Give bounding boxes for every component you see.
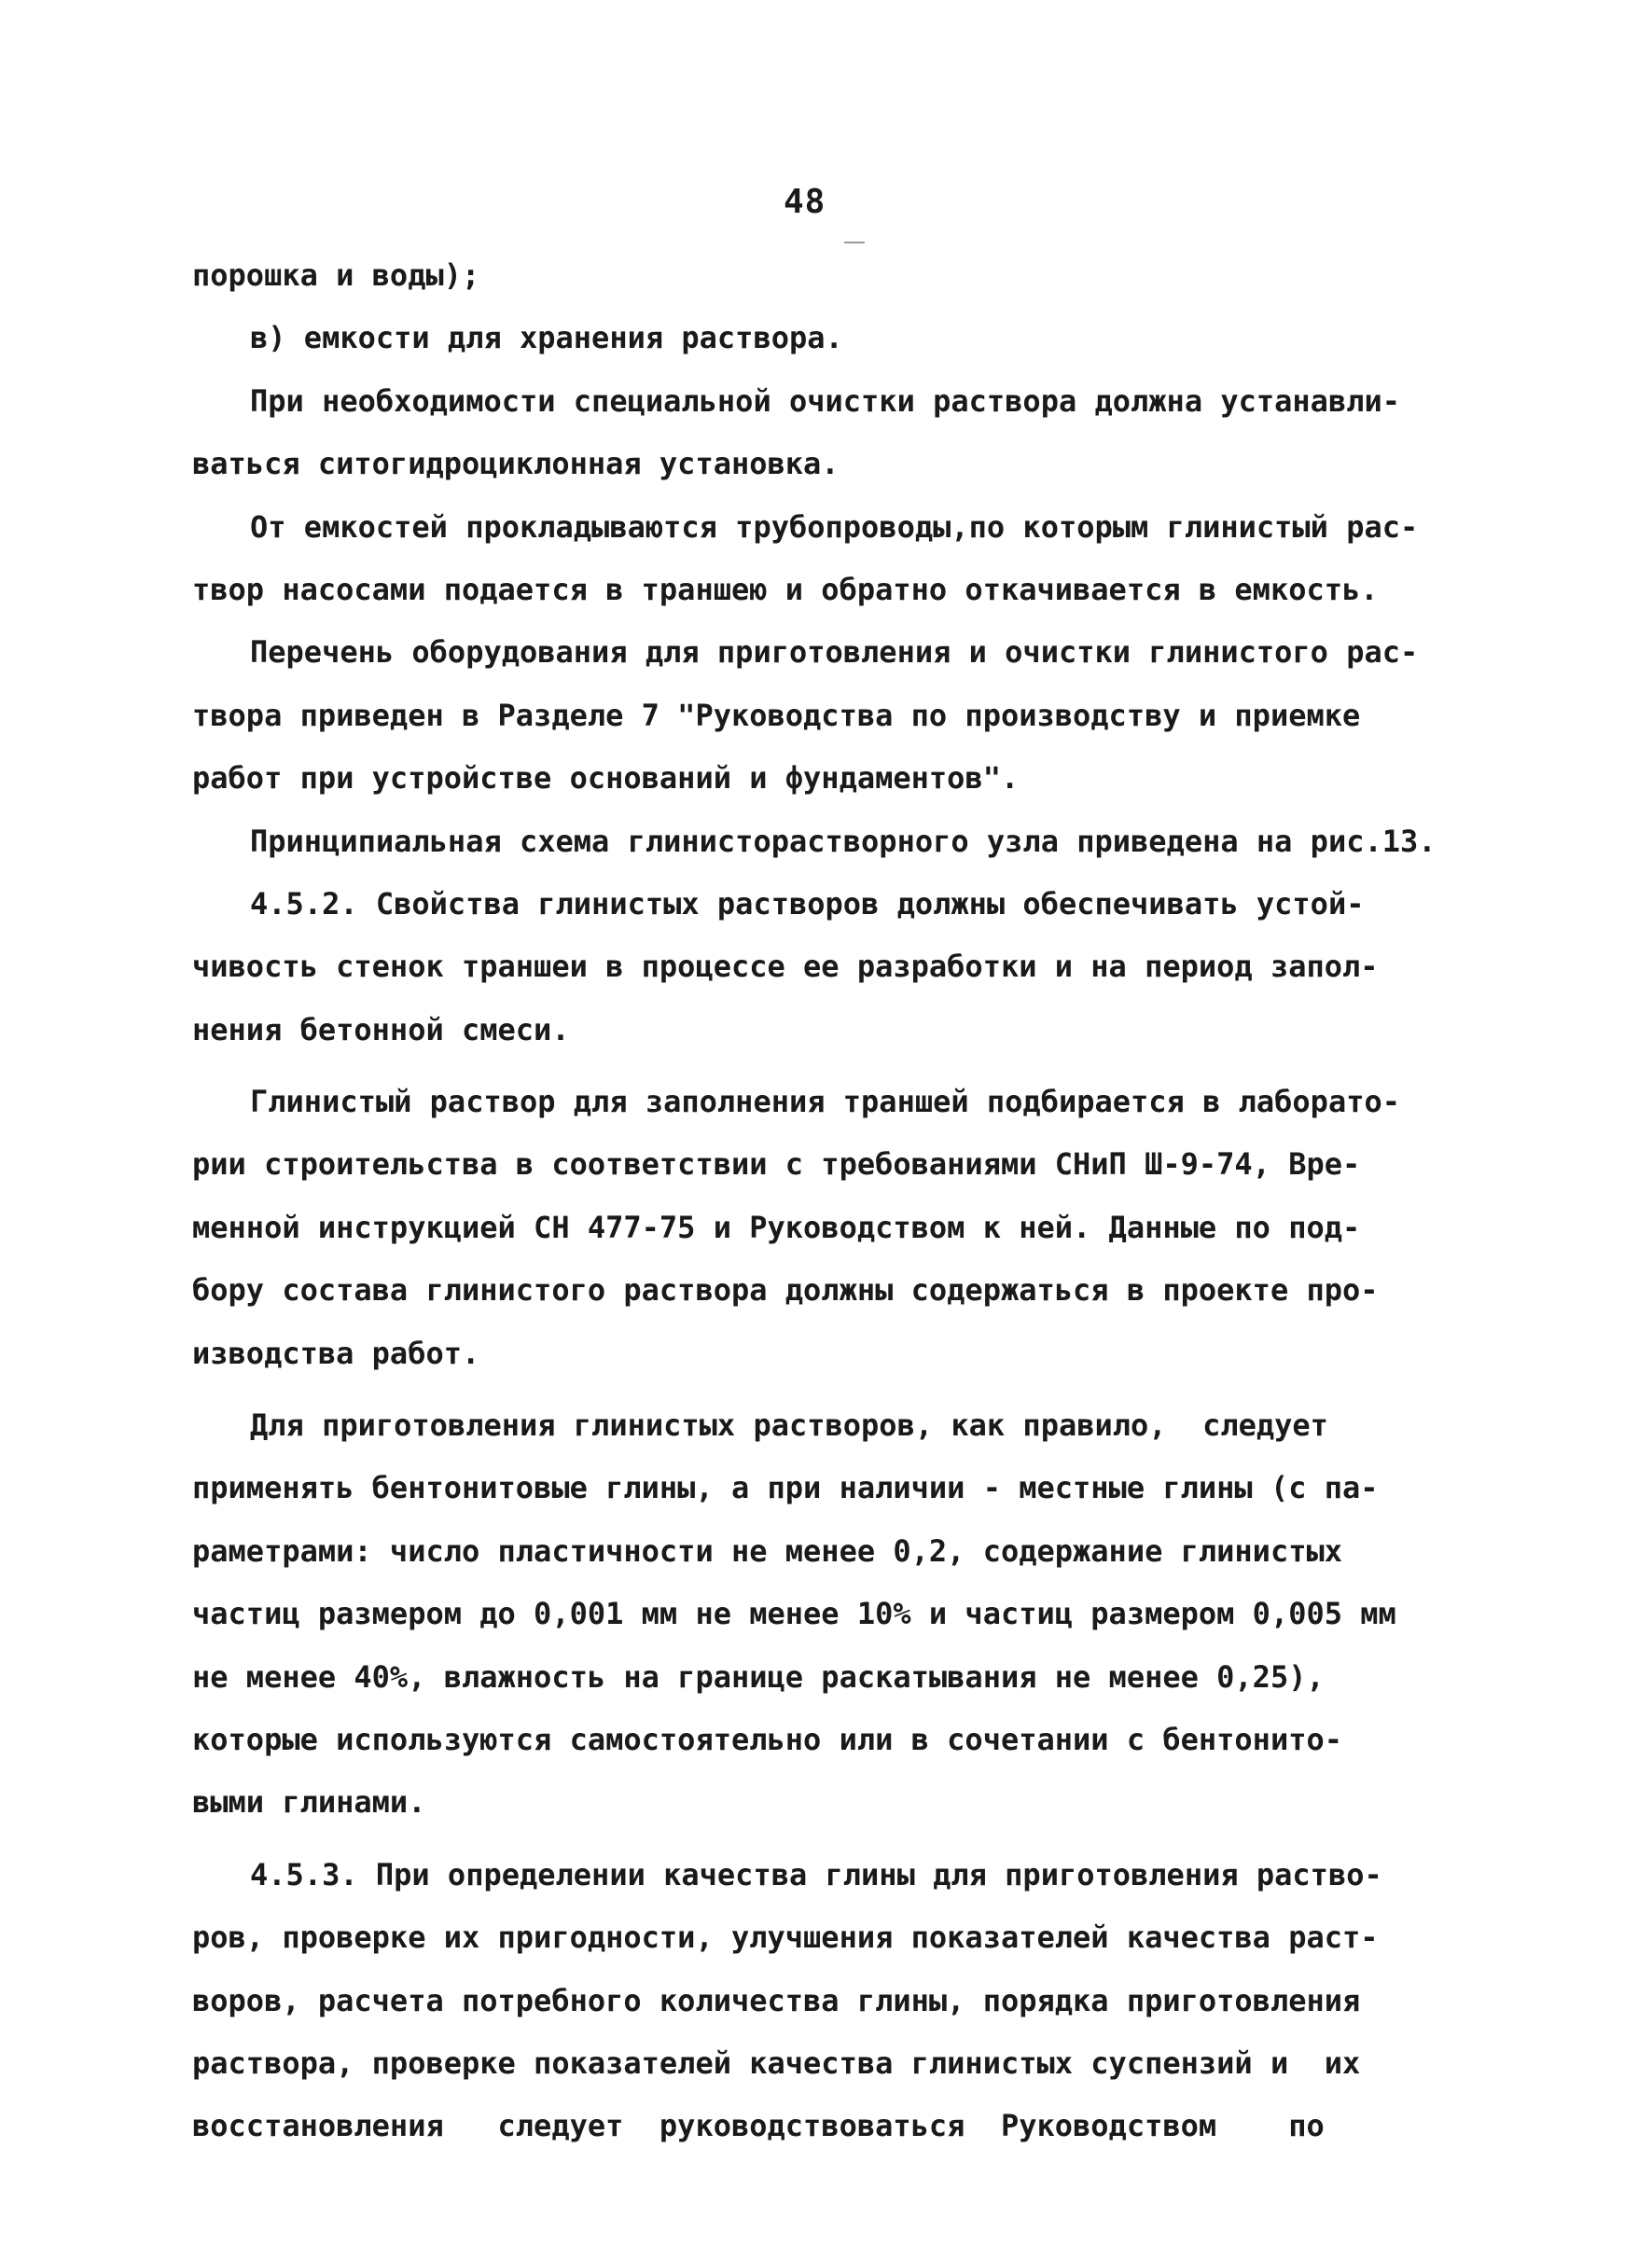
text-line: Принципиальная схема глинисторастворного узла приведена на рис.13. <box>250 823 1437 859</box>
text-line: Перечень оборудования для приготовления и очистки глинистого рас- <box>250 634 1419 671</box>
text-line: воров, расчета потребного количества глины, порядка приготовления <box>192 1982 1361 2018</box>
text-line: порошка и воды); <box>192 257 480 293</box>
text-line: 4.5.3. При определении качества глины для приготовления раство- <box>250 1856 1382 1892</box>
text-line: Для приготовления глинистых растворов, как правило, следует <box>250 1407 1328 1444</box>
page-number: 48 <box>784 183 826 221</box>
text-line: которые используются самостоятельно или в сочетании с бентонито- <box>192 1721 1342 1757</box>
scan-mark <box>844 242 865 243</box>
text-line: выми глинами. <box>192 1784 426 1821</box>
text-line: 4.5.2. Свойства глинистых растворов должны обеспечивать устой- <box>250 885 1365 922</box>
text-line: бору состава глинистого раствора должны содержаться в проекте про- <box>192 1272 1379 1309</box>
text-line: нения бетонной смеси. <box>192 1011 570 1047</box>
text-line: менной инструкцией СН 477-75 и Руководством к ней. Данные по под- <box>192 1209 1361 1245</box>
text-line: рии строительства в соответствии с требованиями СНиП Ш-9-74, Вре- <box>192 1146 1361 1183</box>
text-line: изводства работ. <box>192 1335 480 1371</box>
text-line: При необходимости специальной очистки раствора должна устанавли- <box>250 382 1400 419</box>
text-line: ров, проверке их пригодности, улучшения показателей качества раст- <box>192 1919 1379 1956</box>
text-line: Глинистый раствор для заполнения траншей подбирается в лаборато- <box>250 1084 1400 1120</box>
text-line: восстановления следует руководствоваться Руководством по <box>192 2108 1325 2144</box>
text-line: в) емкости для хранения раствора. <box>250 320 843 356</box>
text-line: раметрами: число пластичности не менее 0,2, содержание глинистых <box>192 1532 1342 1569</box>
body-text <box>192 244 1526 2158</box>
text-line: раствора, проверке показателей качества глинистых суспензий и их <box>192 2044 1361 2081</box>
text-line: твора приведен в Разделе 7 "Руководства по производству и приемке <box>192 697 1361 733</box>
text-line: От емкостей прокладываются трубопроводы,по которым глинистый рас- <box>250 508 1419 545</box>
text-line: частиц размером до 0,001 мм не менее 10% и частиц размером 0,005 мм <box>192 1596 1396 1632</box>
text-line: не менее 40%, влажность на границе раскатывания не менее 0,25), <box>192 1658 1325 1695</box>
text-line: твор насосами подается в траншею и обратно откачивается в емкость. <box>192 571 1379 607</box>
text-line: работ при устройстве оснований и фундаментов". <box>192 760 1020 797</box>
text-line: ваться ситогидроциклонная установка. <box>192 446 840 482</box>
text-line: применять бентонитовые глины, а при наличии - местные глины (с па- <box>192 1470 1379 1506</box>
text-line: чивость стенок траншеи в процессе ее разработки и на период запол- <box>192 949 1379 985</box>
